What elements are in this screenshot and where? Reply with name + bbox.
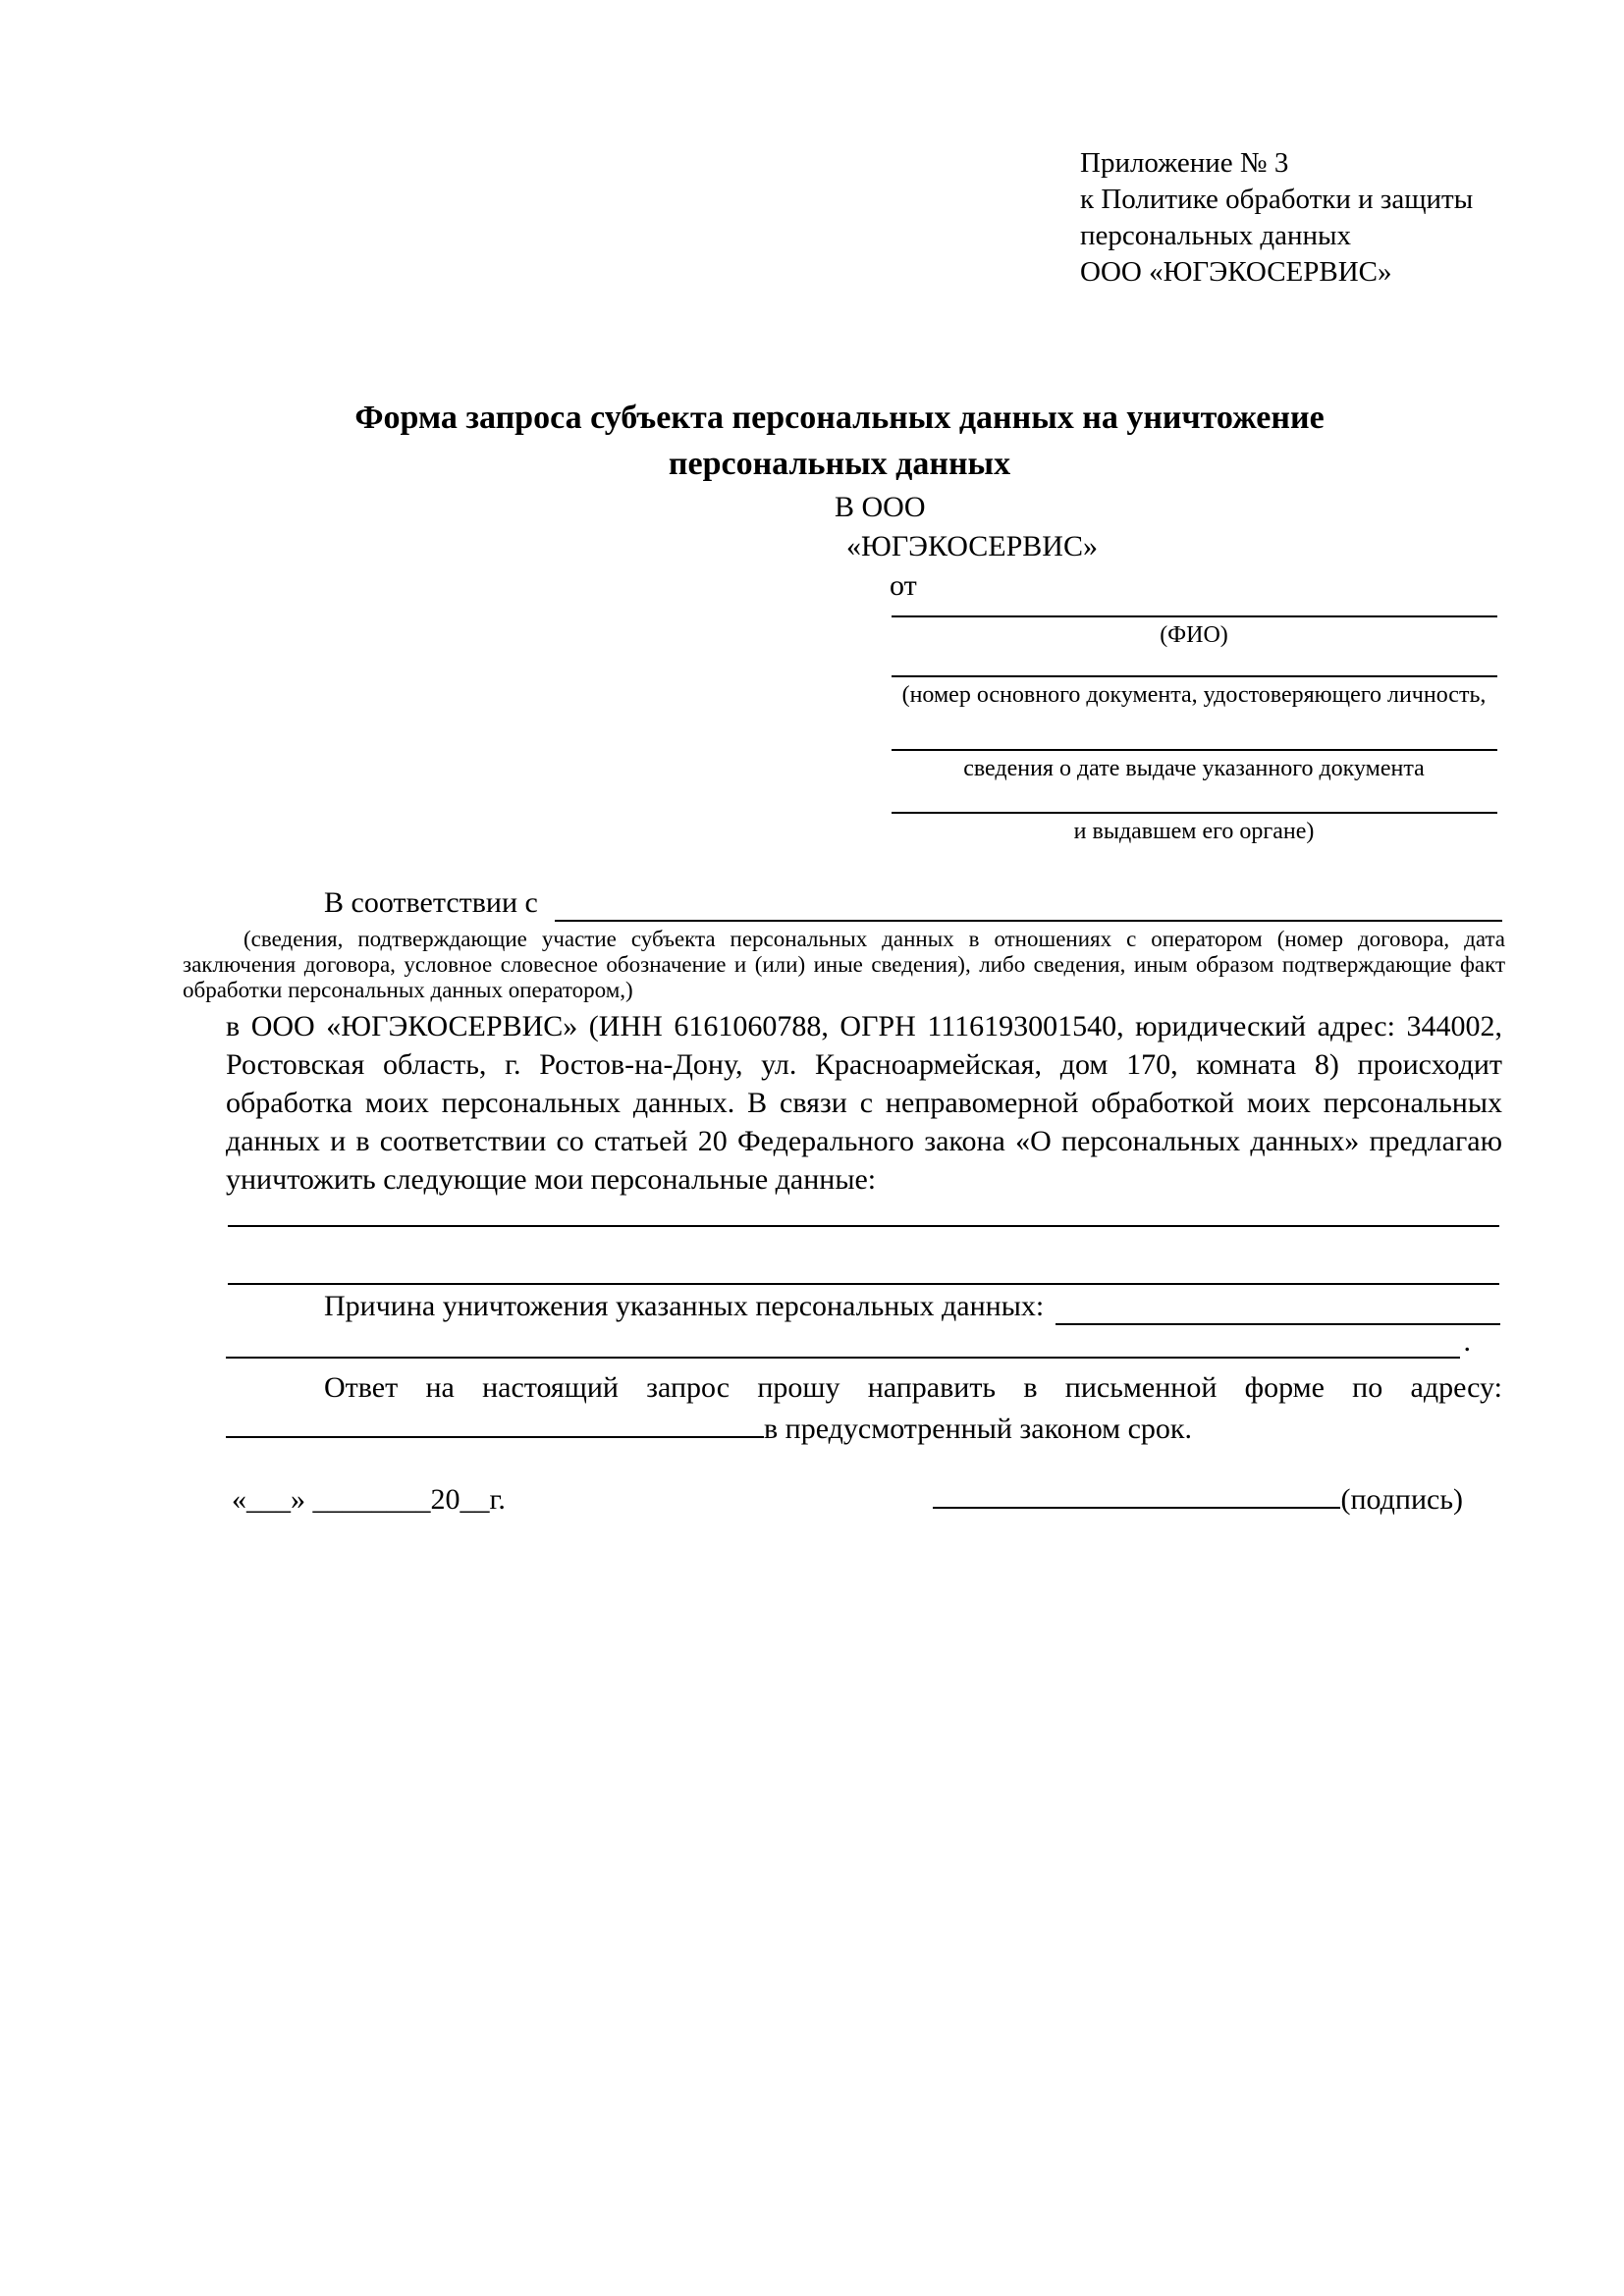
reply-lead: Ответ на настоящий запрос прошу направить в письменной форме по адресу: [324,1371,1502,1404]
signature-row [933,1480,1463,1520]
appendix-line: к Политике обработки и защиты [1080,184,1474,215]
appendix-line: Приложение № 3 [1080,147,1289,179]
document-number-caption: (номер основного документа, удостоверяющего личность, [901,682,1487,708]
reply-tail: в предусмотренный законом срок. [764,1413,1192,1445]
appendix-header [1080,145,1473,291]
accordance-row [226,884,1502,922]
reason-row [226,1288,1500,1325]
appendix-line: персональных данных [1080,220,1352,251]
addressee-from: от [890,569,917,602]
body-paragraph: в ООО «ЮГЭКОСЕРВИС» (ИНН 6161060788, ОГРН 1116193001540, юридический адрес: 344002, Ростовская область, г. Ростов-на-Дону, ул. Красноармейская, дом 170, комната 8) происходит обработка моих персональных данных. В связи с неправомерной обработкой моих персональных данных и в соответствии со статьей 20 Федерального закона «О персональных данных» предлагаю уничтожить следующие мои персональные данные: [226,1010,1502,1196]
page-title [177,395,1502,487]
signature-caption: (подпись) [1340,1483,1463,1516]
accordance-blank-line [555,884,1502,922]
issuer-caption: и выдавшем его органе) [1073,819,1315,844]
fio-caption: (ФИО) [1160,622,1228,648]
appendix-line: ООО «ЮГЭКОСЕРВИС» [1080,256,1392,288]
page-title-line2: персональных данных [668,446,1011,482]
reply-row [226,1410,1502,1448]
data-blank-line-1 [228,1225,1499,1227]
fio-blank-line [892,615,1497,617]
reply-address-blank-line [226,1436,764,1438]
reason-blank-line [1056,1288,1500,1325]
document-number-blank-line [892,675,1497,677]
page-title-line1: Форма запроса субъекта персональных данных на уничтожение [354,400,1325,436]
accordance-note: (сведения, подтверждающие участие субъекта персональных данных в отношениях с оператором (номер договора, дата заключения договора, условное словесное обозначение и (или) иные сведения), либо сведения, иным образом подтверждающие факт обработки персональных данных оператором,) [183,927,1505,1002]
signature-blank-line [933,1507,1340,1509]
issuer-blank-line [892,812,1497,814]
issue-date-blank-line [892,749,1497,751]
addressee-org: «ЮГЭКОСЕРВИС» [846,530,1098,562]
reason-terminator: . [1463,1325,1471,1358]
reason-blank-line-2 [226,1323,1460,1359]
date-line: «___» ________20__г. [232,1483,506,1516]
issue-date-caption: сведения о дате выдаче указанного документа [963,756,1425,781]
addressee-to: В ООО [835,491,926,523]
data-blank-line-2 [228,1283,1499,1285]
reason-label: Причина уничтожения указанных персональных данных: [324,1290,1045,1322]
accordance-lead: В соответствии с [324,886,546,919]
reason-continuation-row [226,1323,1471,1361]
